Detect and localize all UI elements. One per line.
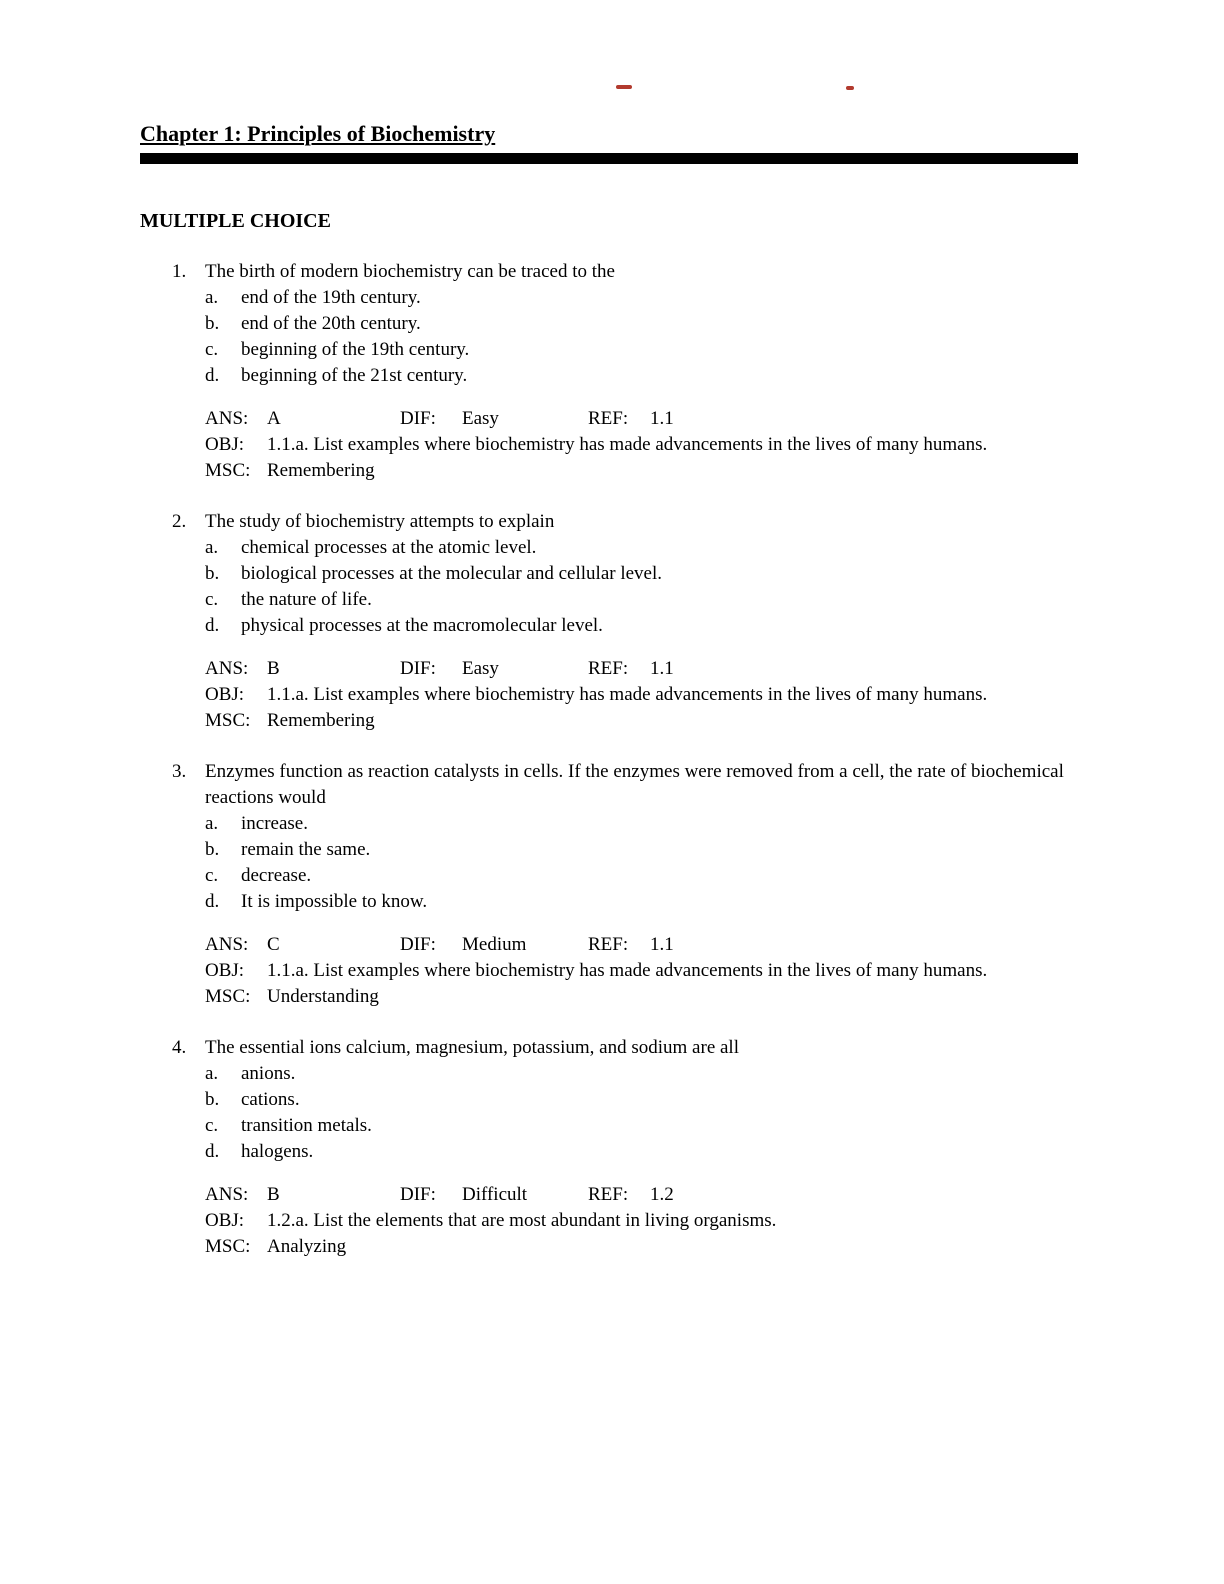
choice-letter: c. [205,589,219,610]
choice-letter: a. [205,287,219,308]
obj-value: 1.2.a. List the elements that are most abundant in living organisms. [267,1210,777,1231]
choice-letter: d. [205,1141,220,1162]
choice-text: decrease. [241,865,312,886]
question-4 [140,1035,1080,1260]
choice-letter: c. [205,1115,219,1136]
ans-segment [205,1182,400,1208]
choice-a [205,811,1080,837]
question-number: 2. [172,511,187,532]
ans-segment [205,656,400,682]
choice-letter: b. [205,1089,220,1110]
choice-letter: b. [205,563,220,584]
section-heading: MULTIPLE CHOICE [140,210,331,232]
answer-block [205,932,1080,1010]
choice-letter: a. [205,1063,219,1084]
choice-text: increase. [241,813,308,834]
msc-label: MSC: [205,460,251,481]
question-2 [140,509,1080,734]
question-stem: The study of biochemistry attempts to explain [205,511,555,532]
choice-a [205,1061,1080,1087]
answer-meta-line [205,656,1080,682]
answer-block [205,1182,1080,1260]
ref-value: 1.2 [650,1184,674,1205]
ref-label: REF: [588,934,629,955]
choice-a [205,535,1080,561]
choice-letter: b. [205,839,220,860]
ref-segment [588,656,674,682]
choice-text: remain the same. [241,839,371,860]
answer-meta-line [205,1182,1080,1208]
choice-list [205,1061,1080,1165]
obj-label: OBJ: [205,684,245,705]
msc-line [205,458,1080,484]
ans-label: ANS: [205,658,249,679]
answer-meta-line [205,932,1080,958]
dif-label: DIF: [400,1184,436,1205]
choice-letter: d. [205,365,220,386]
choice-letter: c. [205,865,219,886]
ans-label: ANS: [205,1184,249,1205]
dif-value: Difficult [462,1184,528,1205]
dif-value: Easy [462,408,499,429]
choice-d [205,1139,1080,1165]
msc-label: MSC: [205,710,251,731]
choice-d [205,613,1080,639]
choice-text: transition metals. [241,1115,372,1136]
choice-letter: d. [205,891,220,912]
dif-value: Medium [462,934,527,955]
choice-text: physical processes at the macromolecular level. [241,615,603,636]
choice-letter: b. [205,313,220,334]
msc-line [205,984,1080,1010]
ref-value: 1.1 [650,658,674,679]
obj-value: 1.1.a. List examples where biochemistry has made advancements in the lives of many humans. [267,434,988,455]
obj-label: OBJ: [205,434,245,455]
msc-value: Analyzing [267,1236,347,1257]
choice-text: end of the 19th century. [241,287,421,308]
choice-list [205,811,1080,915]
choice-text: halogens. [241,1141,314,1162]
choice-text: the nature of life. [241,589,372,610]
ref-segment [588,406,674,432]
answer-block [205,406,1080,484]
choice-text: beginning of the 19th century. [241,339,470,360]
objective-line [205,1208,1035,1234]
msc-value: Remembering [267,710,375,731]
ans-value: C [267,934,280,955]
choice-text: cations. [241,1089,300,1110]
obj-value: 1.1.a. List examples where biochemistry has made advancements in the lives of many humans. [267,684,988,705]
dif-label: DIF: [400,934,436,955]
ref-label: REF: [588,658,629,679]
question-stem: Enzymes function as reaction catalysts in cells. If the enzymes were removed from a cell, the rate of biochemical reactions would [205,761,1064,808]
choice-text: chemical processes at the atomic level. [241,537,537,558]
choice-letter: c. [205,339,219,360]
dif-label: DIF: [400,658,436,679]
choice-b [205,561,1080,587]
answer-meta-line [205,406,1080,432]
answer-block [205,656,1080,734]
choice-letter: a. [205,813,219,834]
msc-label: MSC: [205,986,251,1007]
ref-segment [588,1182,674,1208]
choice-list [205,535,1080,639]
ans-label: ANS: [205,408,249,429]
choice-text: beginning of the 21st century. [241,365,468,386]
choice-letter: d. [205,615,220,636]
ans-segment [205,932,400,958]
objective-line [205,682,1035,708]
choice-c [205,863,1080,889]
question-stem: The birth of modern biochemistry can be traced to the [205,261,615,282]
dif-value: Easy [462,658,499,679]
choice-text: end of the 20th century. [241,313,421,334]
choice-b [205,837,1080,863]
obj-value: 1.1.a. List examples where biochemistry has made advancements in the lives of many humans. [267,960,988,981]
choice-c [205,587,1080,613]
page-title: Chapter 1: Principles of Biochemistry [140,121,496,146]
ref-value: 1.1 [650,408,674,429]
question-3 [140,759,1080,1010]
msc-line [205,1234,1080,1260]
question-number: 1. [172,261,187,282]
objective-line [205,958,1035,984]
obj-label: OBJ: [205,960,245,981]
ans-value: B [267,658,280,679]
title-divider-rule [140,153,1078,164]
msc-value: Remembering [267,460,375,481]
ans-value: B [267,1184,280,1205]
choice-b [205,1087,1080,1113]
ans-segment [205,406,400,432]
choice-text: biological processes at the molecular and cellular level. [241,563,662,584]
ref-segment [588,932,674,958]
objective-line [205,432,1035,458]
ref-value: 1.1 [650,934,674,955]
dif-segment [400,406,588,432]
red-scan-artifact-left [616,85,632,89]
choice-text: It is impossible to know. [241,891,428,912]
question-1 [140,259,1080,484]
choice-list [205,285,1080,389]
ans-label: ANS: [205,934,249,955]
dif-label: DIF: [400,408,436,429]
ans-value: A [267,408,281,429]
question-number: 3. [172,761,187,782]
choice-d [205,363,1080,389]
choice-b [205,311,1080,337]
choice-c [205,337,1080,363]
ref-label: REF: [588,1184,629,1205]
dif-segment [400,932,588,958]
dif-segment [400,656,588,682]
obj-label: OBJ: [205,1210,245,1231]
choice-a [205,285,1080,311]
dif-segment [400,1182,588,1208]
msc-line [205,708,1080,734]
choice-d [205,889,1080,915]
msc-label: MSC: [205,1236,251,1257]
choice-c [205,1113,1080,1139]
choice-text: anions. [241,1063,296,1084]
question-number: 4. [172,1037,187,1058]
choice-letter: a. [205,537,219,558]
msc-value: Understanding [267,986,379,1007]
ref-label: REF: [588,408,629,429]
document-content [140,120,1080,1260]
question-stem: The essential ions calcium, magnesium, potassium, and sodium are all [205,1037,739,1058]
red-scan-artifact-right [846,86,854,90]
